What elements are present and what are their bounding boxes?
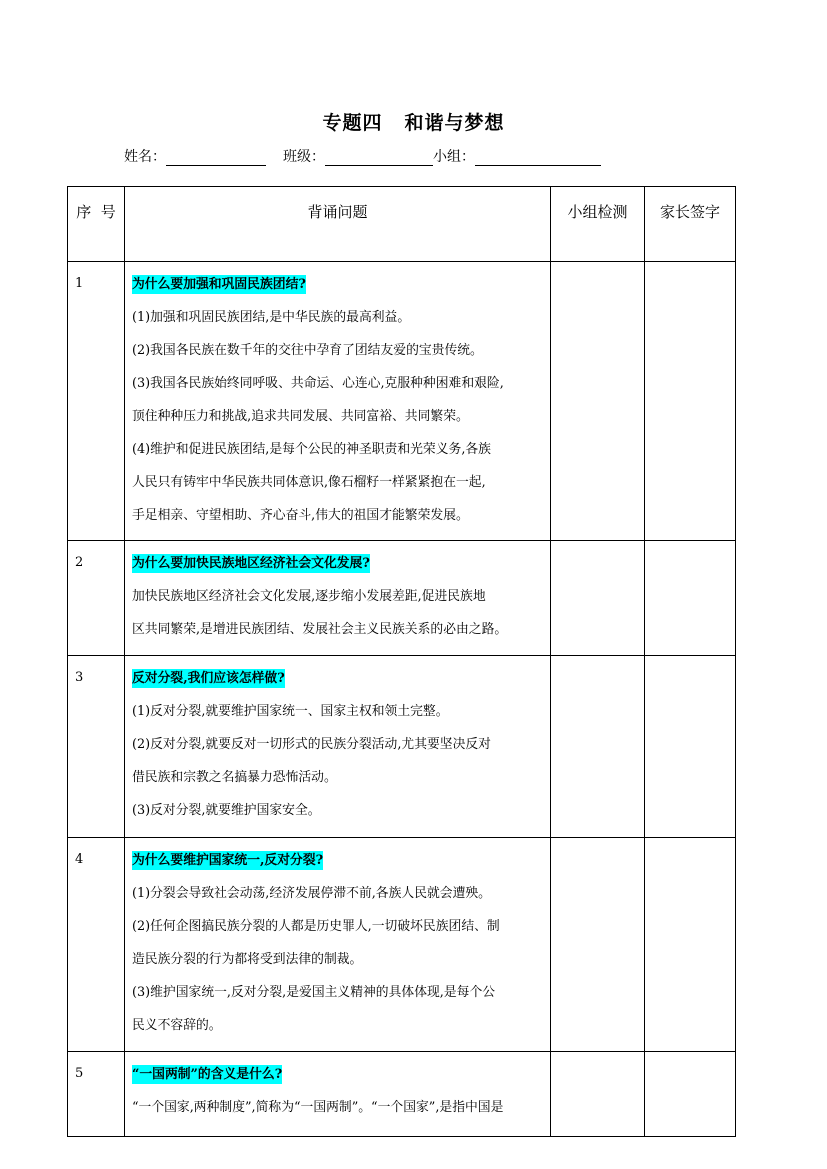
answer-line: (1)反对分裂,就要维护国家统一、国家主权和领土完整。 [132, 704, 449, 719]
answer-line: “一个国家,两种制度”,简称为“一国两制”。“一个国家”,是指中国是 [132, 1100, 504, 1115]
parent-sign-cell[interactable] [645, 838, 736, 1052]
answer-line: 人民只有铸牢中华民族共同体意识,像石榴籽一样紧紧抱在一起, [132, 475, 486, 490]
table-row [68, 262, 736, 541]
question-text: 为什么要维护国家统一,反对分裂? [132, 853, 324, 868]
group-check-cell[interactable] [551, 1052, 645, 1137]
class-field[interactable] [325, 151, 433, 166]
row-content [125, 262, 551, 541]
group-field[interactable] [475, 151, 601, 166]
table-row [68, 1052, 736, 1137]
row-content [125, 541, 551, 656]
answer-line: 加快民族地区经济社会文化发展,逐步缩小发展差距,促进民族地 [132, 589, 486, 604]
name-label: 姓名： [124, 149, 166, 165]
table-header-row [68, 187, 736, 262]
row-number: 3 [68, 656, 125, 838]
answer-line: (1)加强和巩固民族团结,是中华民族的最高利益。 [132, 310, 411, 325]
row-number: 2 [68, 541, 125, 656]
answer-line: (2)我国各民族在数千年的交往中孕育了团结友爱的宝贵传统。 [132, 343, 483, 358]
row-number: 1 [68, 262, 125, 541]
row-content [125, 1052, 551, 1137]
answer-line: 造民族分裂的行为都将受到法律的制裁。 [132, 952, 363, 967]
parent-sign-cell[interactable] [645, 1052, 736, 1137]
row-number: 4 [68, 838, 125, 1052]
group-check-cell[interactable] [551, 656, 645, 838]
question-text: 为什么要加快民族地区经济社会文化发展? [132, 556, 370, 571]
answer-line: (3)维护国家统一,反对分裂,是爱国主义精神的具体体现,是每个公 [132, 985, 496, 1000]
answer-line: (1)分裂会导致社会动荡,经济发展停滞不前,各族人民就会遭殃。 [132, 886, 491, 901]
recitation-table [67, 186, 736, 1137]
answer-line: (2)反对分裂,就要反对一切形式的民族分裂活动,尤其要坚决反对 [132, 737, 491, 752]
row-number: 5 [68, 1052, 125, 1137]
question-text: “一国两制”的含义是什么? [132, 1067, 283, 1082]
header-num: 序 号 [68, 187, 125, 262]
answer-line: 顶住种种压力和挑战,追求共同发展、共同富裕、共同繁荣。 [132, 409, 469, 424]
question-text: 为什么要加强和巩固民族团结? [132, 277, 306, 292]
student-info [124, 146, 601, 166]
answer-line: (2)任何企图搞民族分裂的人都是历史罪人,一切破坏民族团结、制 [132, 919, 500, 934]
parent-sign-cell[interactable] [645, 656, 736, 838]
header-sign: 家长签字 [645, 187, 736, 262]
answer-line: 民义不容辞的。 [132, 1018, 222, 1033]
table-row [68, 656, 736, 838]
answer-line: (4)维护和促进民族团结,是每个公民的神圣职责和光荣义务,各族 [132, 442, 491, 457]
table-row [68, 838, 736, 1052]
page-title [0, 108, 827, 135]
table-row [68, 541, 736, 656]
class-label: 班级： [283, 149, 325, 165]
answer-line: (3)反对分裂,就要维护国家安全。 [132, 803, 321, 818]
answer-line: 借民族和宗教之名搞暴力恐怖活动。 [132, 770, 337, 785]
title-topic: 专题四 [322, 112, 383, 134]
answer-line: (3)我国各民族始终同呼吸、共命运、心连心,克服种种困难和艰险, [132, 376, 504, 391]
title-subject: 和谐与梦想 [404, 112, 505, 134]
group-check-cell[interactable] [551, 262, 645, 541]
parent-sign-cell[interactable] [645, 541, 736, 656]
header-question: 背诵问题 [125, 187, 551, 262]
group-check-cell[interactable] [551, 838, 645, 1052]
row-content [125, 656, 551, 838]
parent-sign-cell[interactable] [645, 262, 736, 541]
row-content [125, 838, 551, 1052]
answer-line: 区共同繁荣,是增进民族团结、发展社会主义民族关系的必由之路。 [132, 622, 508, 637]
answer-line: 手足相亲、守望相助、齐心奋斗,伟大的祖国才能繁荣发展。 [132, 508, 469, 523]
question-text: 反对分裂,我们应该怎样做? [132, 671, 285, 686]
group-label: 小组： [433, 149, 475, 165]
header-check: 小组检测 [551, 187, 645, 262]
group-check-cell[interactable] [551, 541, 645, 656]
name-field[interactable] [166, 151, 266, 166]
